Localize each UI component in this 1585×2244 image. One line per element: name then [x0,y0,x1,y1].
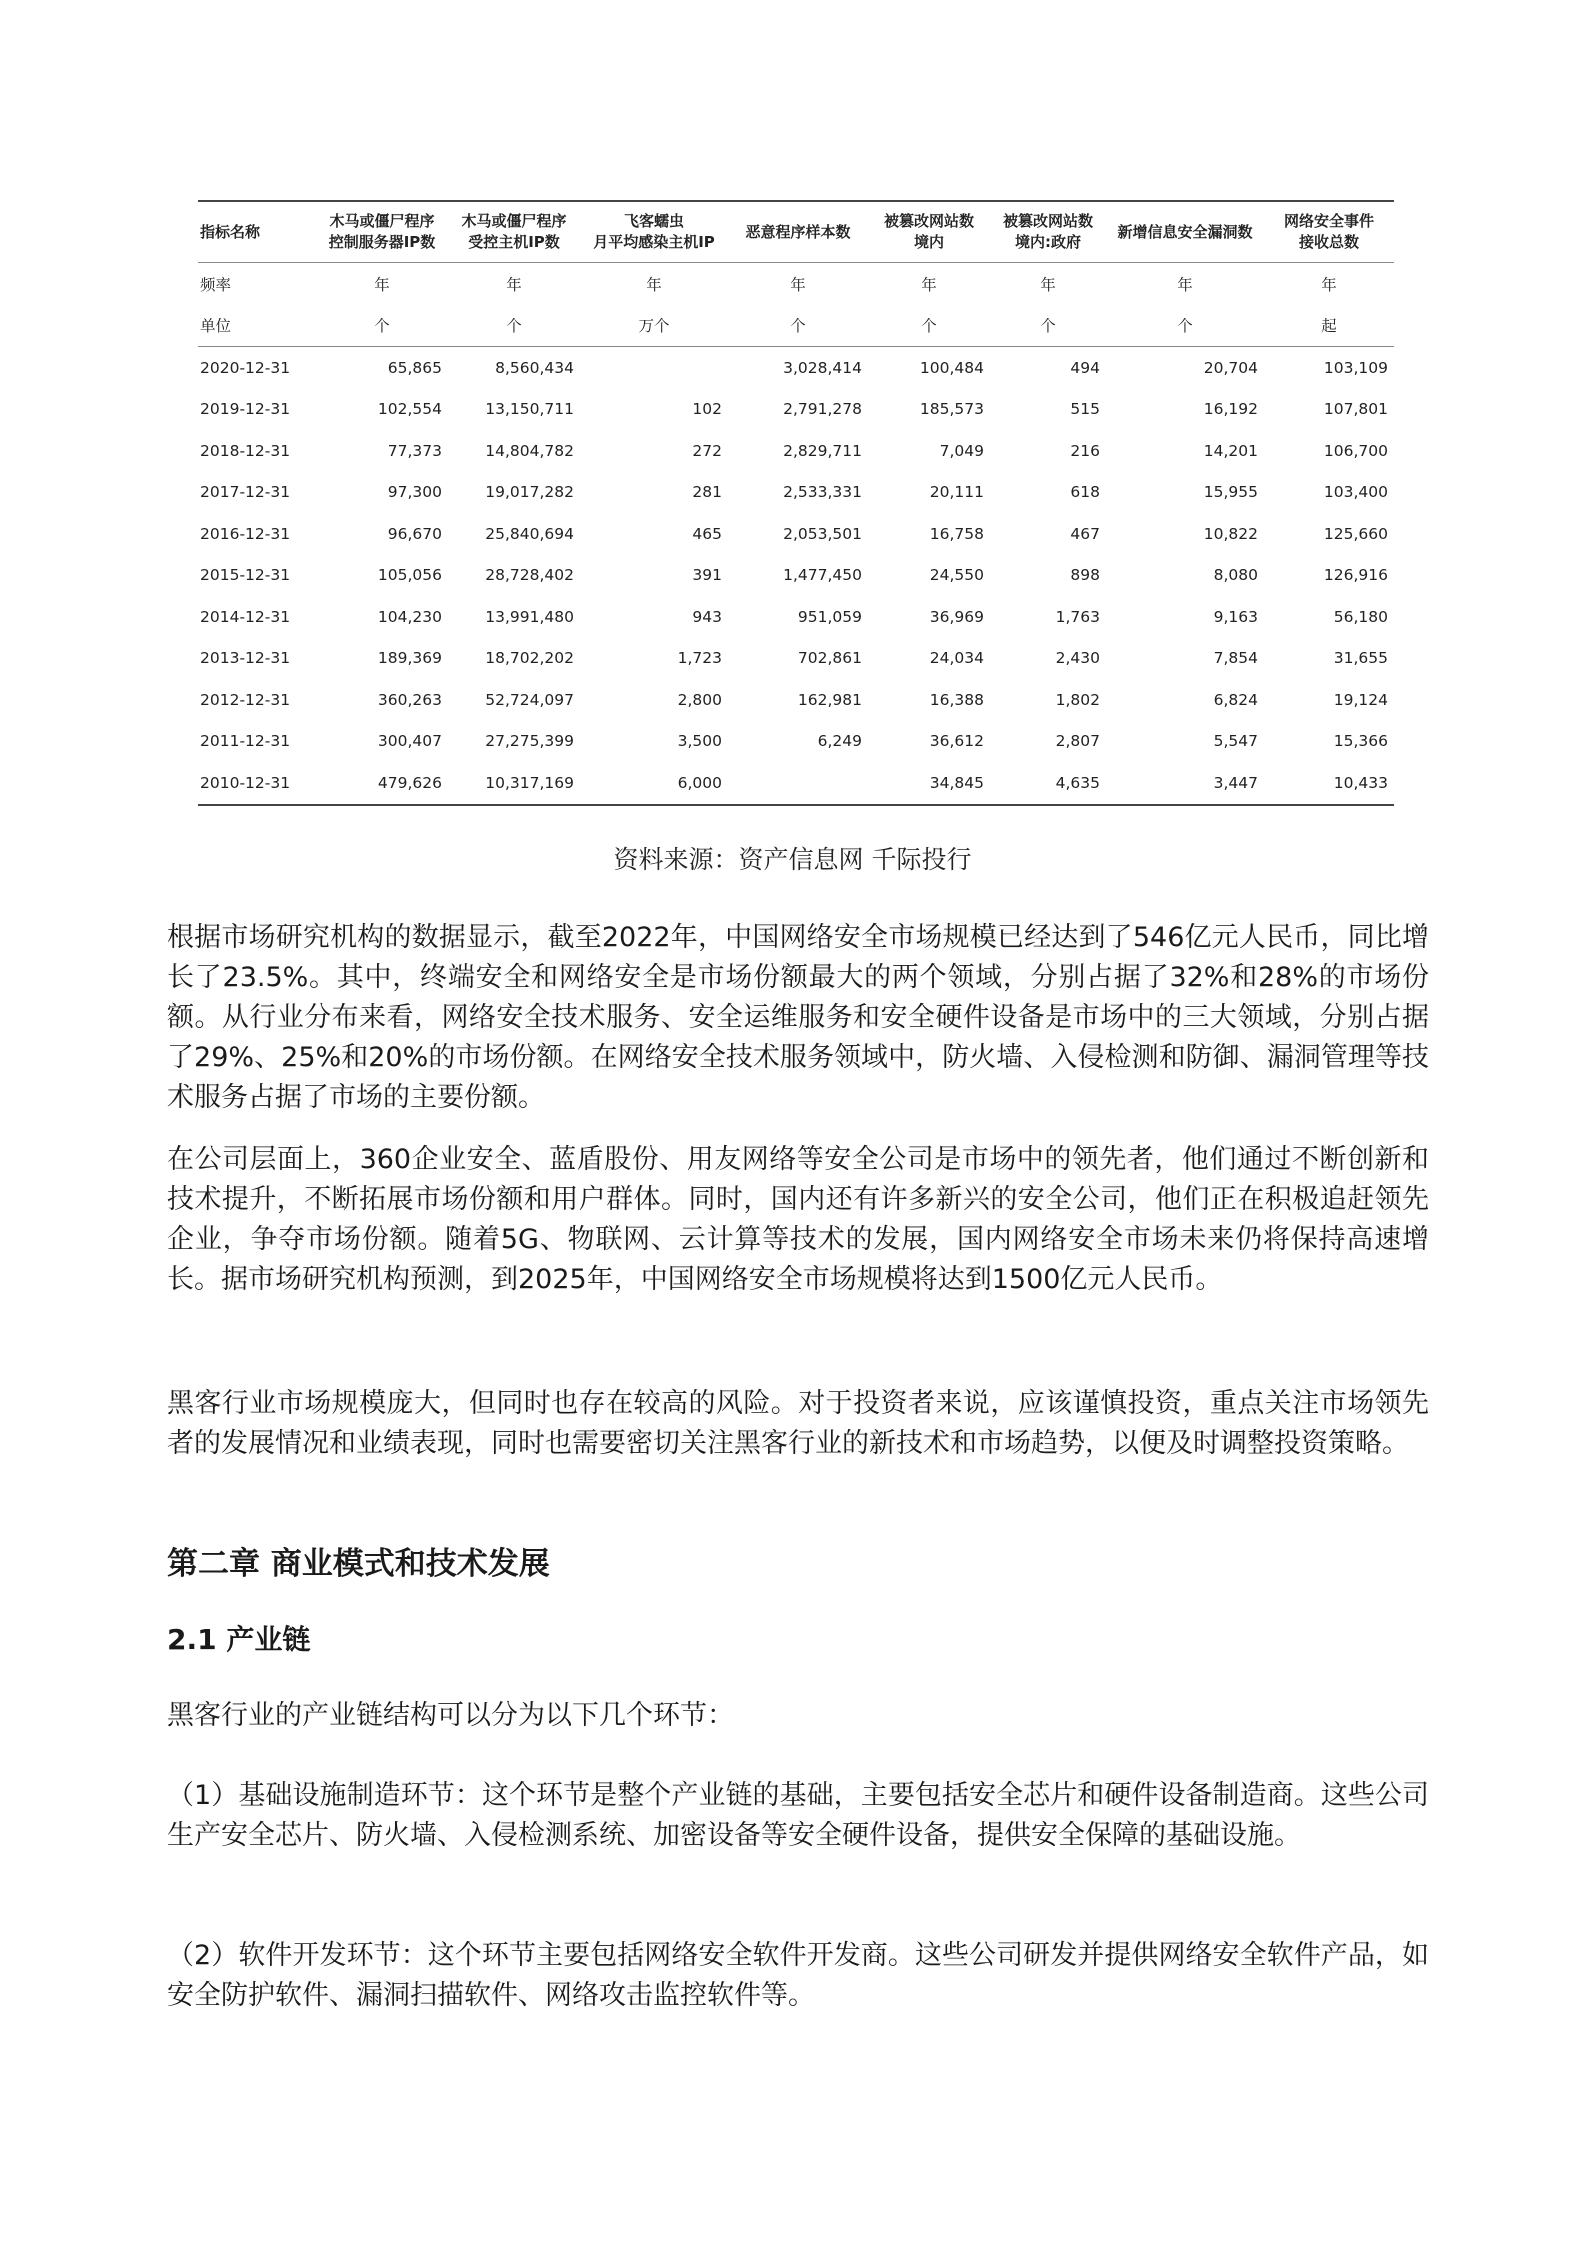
value-cell: 125,660 [1323,524,1388,543]
column-header-line: 新增信息安全漏洞数 [1117,222,1253,241]
value-cell: 102,554 [377,400,442,419]
frequency-row [198,263,1394,305]
value-cell: 52,724,097 [485,690,574,709]
value-cell: 3,500 [677,732,722,751]
table-row [198,513,1394,555]
row-label-cell: 2016-12-31 [200,524,291,543]
table-header-row [198,201,1394,263]
column-header-line: 月平均感染主机IP [593,233,715,251]
value-cell: 281 [692,483,722,502]
value-cell: 126,916 [1323,566,1388,585]
value-cell: 702,861 [797,649,862,668]
value-cell: 年 [1177,275,1193,294]
table-row [198,555,1394,597]
table-row [198,596,1394,638]
value-cell: 6,824 [1213,690,1258,709]
paragraph-risk: 黑客行业市场规模庞大，但同时也存在较高的风险。对于投资者来说，应该谨慎投资，重点关注市场领先者的发展情况和业绩表现，同时也需要密切关注黑客行业的新技术和市场趋势，以便及时调整投资策略。 [167,1388,1429,1459]
column-header-line: 被篡改网站数 [1002,212,1093,230]
value-cell: 15,955 [1203,483,1258,502]
chapter-heading: 第二章 商业模式和技术发展 [167,1546,550,1582]
column-header [1106,201,1264,263]
value-cell: 13,150,711 [485,400,574,419]
column-header-line: 恶意程序样本数 [745,222,851,241]
value-cell: 2,533,331 [783,483,862,502]
value-cell: 2,800 [677,690,722,709]
value-cell: 年 [1321,275,1337,294]
column-header [728,201,868,263]
table-row [198,762,1394,805]
value-cell: 16,388 [929,690,984,709]
value-cell: 16,192 [1203,400,1258,419]
value-cell: 104,230 [377,607,442,626]
value-cell: 年 [506,275,522,294]
value-cell: 1,723 [677,649,722,668]
column-header-line: 境内:政府 [1015,233,1081,251]
value-cell: 19,017,282 [485,483,574,502]
value-cell: 618 [1070,483,1100,502]
column-header [1264,201,1394,263]
table-row [198,679,1394,721]
value-cell: 14,804,782 [485,441,574,460]
column-header [868,201,990,263]
paragraph-company-level: 在公司层面上，360企业安全、蓝盾股份、用友网络等安全公司是市场中的领先者，他们通过不断创新和技术提升，不断拓展市场份额和用户群体。同时，国内还有许多新兴的安全公司，他们正在积极追赶领先企业，争夺市场份额。随着5G、物联网、云计算等技术的发展，国内网络安全市场未来仍将保持高速增长。据市场研究机构预测，到2025年，中国网络安全市场规模将达到1500亿元人民币。 [167,1144,1429,1295]
paragraph-infrastructure: （1）基础设施制造环节：这个环节是整个产业链的基础，主要包括安全芯片和硬件设备制造商。这些公司生产安全芯片、防火墙、入侵检测系统、加密设备等安全硬件设备，提供安全保障的基础设施。 [167,1780,1429,1851]
table-row [198,721,1394,763]
row-label-cell: 2019-12-31 [200,400,291,419]
row-label-cell: 2017-12-31 [200,483,291,502]
value-cell: 106,700 [1323,441,1388,460]
value-cell: 个 [506,317,522,336]
table-row [198,638,1394,680]
column-header [198,201,316,263]
value-cell: 360,263 [377,690,442,709]
value-cell: 105,056 [377,566,442,585]
value-cell: 1,763 [1055,607,1100,626]
value-cell: 4,635 [1055,773,1100,792]
row-label-cell: 2012-12-31 [200,690,291,709]
column-header-line: 木马或僵尸程序 [329,212,435,230]
value-cell: 20,704 [1203,358,1258,377]
value-cell: 起 [1321,317,1337,336]
value-cell: 494 [1070,358,1100,377]
value-cell: 162,981 [797,690,862,709]
row-label-cell: 单位 [200,317,232,336]
value-cell: 25,840,694 [485,524,574,543]
value-cell: 7,049 [939,441,984,460]
value-cell: 6,000 [677,773,722,792]
column-header [990,201,1106,263]
value-cell: 个 [790,317,806,336]
value-cell: 24,034 [929,649,984,668]
value-cell: 8,080 [1213,566,1258,585]
value-cell: 36,612 [929,732,984,751]
value-cell: 391 [692,566,722,585]
value-cell: 16,758 [929,524,984,543]
table-row [198,430,1394,472]
value-cell: 万个 [638,317,670,336]
value-cell [580,347,728,389]
unit-row [198,305,1394,347]
value-cell: 467 [1070,524,1100,543]
security-statistics-table-container [198,200,1394,806]
value-cell: 13,991,480 [485,607,574,626]
value-cell: 56,180 [1333,607,1388,626]
value-cell: 216 [1070,441,1100,460]
column-header-line: 网络安全事件 [1283,212,1374,230]
value-cell: 2,430 [1055,649,1100,668]
section-heading: 2.1 产业链 [167,1623,311,1656]
row-label-cell: 2014-12-31 [200,607,291,626]
column-header [448,201,580,263]
column-header [580,201,728,263]
value-cell: 100,484 [919,358,984,377]
value-cell: 15,366 [1333,732,1388,751]
value-cell: 个 [921,317,937,336]
column-header-line: 飞客蠕虫 [623,212,684,230]
value-cell: 36,969 [929,607,984,626]
column-header-line: 指标名称 [200,222,261,241]
value-cell: 31,655 [1333,649,1388,668]
value-cell: 27,275,399 [485,732,574,751]
value-cell: 10,317,169 [485,773,574,792]
value-cell: 102 [692,400,722,419]
value-cell: 96,670 [387,524,442,543]
value-cell: 103,400 [1323,483,1388,502]
value-cell: 1,477,450 [783,566,862,585]
column-header-line: 控制服务器IP数 [328,233,436,251]
row-label-cell: 2011-12-31 [200,732,291,751]
value-cell: 300,407 [377,732,442,751]
value-cell: 951,059 [797,607,862,626]
value-cell: 97,300 [387,483,442,502]
value-cell: 465 [692,524,722,543]
value-cell: 年 [646,275,662,294]
row-label-cell: 2010-12-31 [200,773,291,792]
column-header [316,201,448,263]
value-cell: 77,373 [387,441,442,460]
value-cell: 272 [692,441,722,460]
security-statistics-table [198,200,1394,806]
value-cell: 107,801 [1323,400,1388,419]
value-cell: 65,865 [387,358,442,377]
paragraph-software: （2）软件开发环节：这个环节主要包括网络安全软件开发商。这些公司研发并提供网络安全软件产品，如安全防护软件、漏洞扫描软件、网络攻击监控软件等。 [167,1940,1429,2011]
paragraph-chain-intro: 黑客行业的产业链结构可以分为以下几个环节： [167,1700,734,1731]
column-header-line: 境内 [913,233,944,251]
column-header-line: 被篡改网站数 [883,212,974,230]
value-cell: 19,124 [1333,690,1388,709]
value-cell: 34,845 [929,773,984,792]
value-cell [728,762,868,805]
table-row [198,347,1394,389]
value-cell: 20,111 [929,483,984,502]
value-cell: 个 [1040,317,1056,336]
value-cell: 943 [692,607,722,626]
table-source-caption: 资料来源：资产信息网 千际投行 [613,845,972,874]
value-cell: 2,829,711 [783,441,862,460]
value-cell: 28,728,402 [485,566,574,585]
value-cell: 898 [1070,566,1100,585]
row-label-cell: 2013-12-31 [200,649,291,668]
value-cell: 个 [1177,317,1193,336]
value-cell: 185,573 [919,400,984,419]
value-cell: 479,626 [377,773,442,792]
value-cell: 18,702,202 [485,649,574,668]
row-label-cell: 2020-12-31 [200,358,291,377]
value-cell: 3,447 [1213,773,1258,792]
value-cell: 年 [790,275,806,294]
value-cell: 3,028,414 [783,358,862,377]
value-cell: 7,854 [1213,649,1258,668]
value-cell: 2,053,501 [783,524,862,543]
value-cell: 515 [1070,400,1100,419]
value-cell: 189,369 [377,649,442,668]
table-body [198,263,1394,805]
value-cell: 103,109 [1323,358,1388,377]
value-cell: 年 [921,275,937,294]
value-cell: 年 [1040,275,1056,294]
row-label-cell: 2015-12-31 [200,566,291,585]
value-cell: 2,807 [1055,732,1100,751]
value-cell: 9,163 [1213,607,1258,626]
value-cell: 年 [374,275,390,294]
value-cell: 10,822 [1203,524,1258,543]
value-cell: 5,547 [1213,732,1258,751]
row-label-cell: 频率 [200,275,232,294]
value-cell: 14,201 [1203,441,1258,460]
table-row [198,389,1394,431]
row-label-cell: 2018-12-31 [200,441,291,460]
value-cell: 6,249 [817,732,862,751]
column-header-line: 接收总数 [1298,233,1359,251]
column-header-line: 受控主机IP数 [468,233,560,251]
value-cell: 24,550 [929,566,984,585]
value-cell: 10,433 [1333,773,1388,792]
table-row [198,472,1394,514]
value-cell: 个 [374,317,390,336]
value-cell: 1,802 [1055,690,1100,709]
paragraph-market-size: 根据市场研究机构的数据显示，截至2022年，中国网络安全市场规模已经达到了546亿元人民币，同比增长了23.5%。其中，终端安全和网络安全是市场份额最大的两个领域，分别占据了32%和28%的市场份额。从行业分布来看，网络安全技术服务、安全运维服务和安全硬件设备是市场中的三大领域，分别占据了29%、25%和20%的市场份额。在网络安全技术服务领域中，防火墙、入侵检测和防御、漏洞管理等技术服务占据了市场的主要份额。 [167,922,1429,1113]
value-cell: 8,560,434 [495,358,574,377]
value-cell: 2,791,278 [783,400,862,419]
column-header-line: 木马或僵尸程序 [461,212,567,230]
